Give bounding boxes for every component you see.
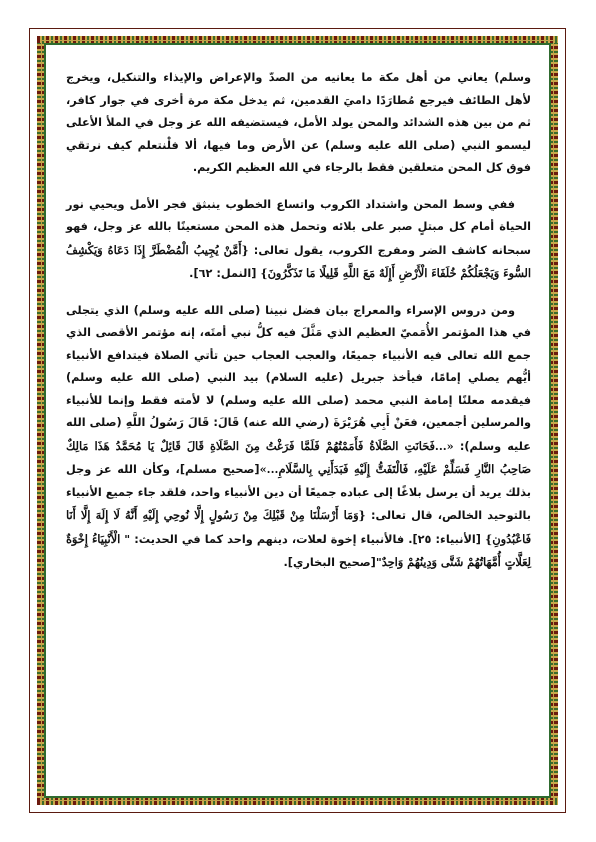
- hadith-citation-bukhari: [صحيح البخاري].: [283, 556, 376, 569]
- verse-citation-naml: [النمل: ٦٢].: [189, 267, 261, 280]
- hadith-quote-muslim: «...فَحَانَتِ الصَّلَاةُ فَأَمَمْتُهُمْ فَلَمَّا فَرَغْتُ مِنَ الصَّلَاةِ قَالَ قَائِلٌ يَا مُحَمَّدُ هَذَا مَالِكٌ صَاحِبُ النَّارِ فَسَلِّمْ عَلَيْهِ، فَالْتَفَتُّ إِلَيْهِ فَبَدَأَنِي بِالسَّلَامِ...»: [66, 438, 531, 476]
- paragraph-1-text: وسلم) يعاني من أهل مكة ما يعانيه من الصدّ والإعراض والإيذاء والتنكيل، ويخرج لأهل الطائف فيرجع مُطارَدًا داميَ القدمين، ثم يدخل مكة مرة أخرى في جوار كافر، ثم من بين هذه الشدائد والمحن يولد الأمل، فيستضيفه الله عز وجل في الملأ الأعلى ليسمو النبي (صلى الله عليه وسلم) عن الأرض وما فيها، ألا فلْنتعلم كيف نرتقي فوق كل المحن متعلقين فقط بالرجاء في الله العظيم الكريم.: [66, 71, 531, 174]
- quran-verse-anbiya-25: {وَمَا أَرْسَلْنَا مِنْ قَبْلِكَ مِنْ رَسُولٍ إِلَّا نُوحِي إِلَيْهِ أَنَّهُ لَا إِلَهَ إِلَّا أَنَا فَاعْبُدُونِ}: [66, 508, 531, 546]
- paragraph-3-intro: ومن دروس الإسراء والمعراج بيان فضل نبينا (صلى الله عليه وسلم) الذي يتجلى في هذا المؤتمر الأُمَميّ العظيم الذي مَثَّلَ فيه كلُّ نبي أمتَه، إنه مؤتمر الأقصى الذي جمع الله تعالى فيه الأنبياء جميعًا، والعجب العجاب حين تأتي الصلاة فيتدافع الأنبياء أيُّهم يصلي إمامًا، فيأخذ جبريل (عليه السلام) بيد النبي (صلى الله عليه وسلم) فيقدمه معلنًا إمامة النبي محمد (صلى الله عليه وسلم) لا لأمته فقط وإنما للأنبياء والمرسلين أجمعين، فعَنْ أَبِي هُرَيْرَةَ (رضي الله عنه) قَالَ: قَالَ رَسُولُ اللَّهِ (صلى الله عليه وسلم):: [66, 303, 531, 453]
- paragraph-3-middle: [صحيح مسلم]، وكأن الله عز وجل بذلك يريد أن يرسل بلاغًا إلى عباده جميعًا أن دين الأنبياء واحد، فلقد جاء جميع الأنبياء بالتوحيد الخالص، قال تعالى:: [66, 463, 531, 522]
- paragraph-1: [66, 67, 531, 180]
- hadith-quote-bukhari: " الْأَنْبِيَاءُ إِخْوَةٌ لِعَلَّاتٍ أُمَّهَاتُهُمْ شَتَّى وَدِينُهُمْ وَاحِدٌ": [66, 531, 531, 569]
- article-body: [66, 67, 531, 575]
- paragraph-2-text: ففي وسط المحن واشتداد الكروب واتساع الخطوب ينبثق فجر الأمل ويحيي نور الحياة أمام كل مبتلٍ صبر على بلائه وتحمل هذه المحن مستعينًا بالله عز وجل، فهو سبحانه كاشف الضر ومفرج الكروب، يقول تعالى:: [66, 197, 531, 257]
- verse-citation-anbiya: [الأنبياء: ٢٥]. فالأنبياء إخوة لعلات، دينهم واحد كما في الحديث:: [130, 532, 486, 546]
- paragraph-2: [66, 194, 531, 286]
- paragraph-3: [66, 300, 531, 575]
- quran-verse-naml-62: {أَمَّنْ يُجِيبُ الْمُضْطَرَّ إِذَا دَعَاهُ وَيَكْشِفُ السُّوءَ وَيَجْعَلُكُمْ خُلَفَاءَ الْأَرْضِ أَإِلَهٌ مَعَ اللَّهِ قَلِيلًا مَا تَذَكَّرُونَ}: [66, 242, 531, 280]
